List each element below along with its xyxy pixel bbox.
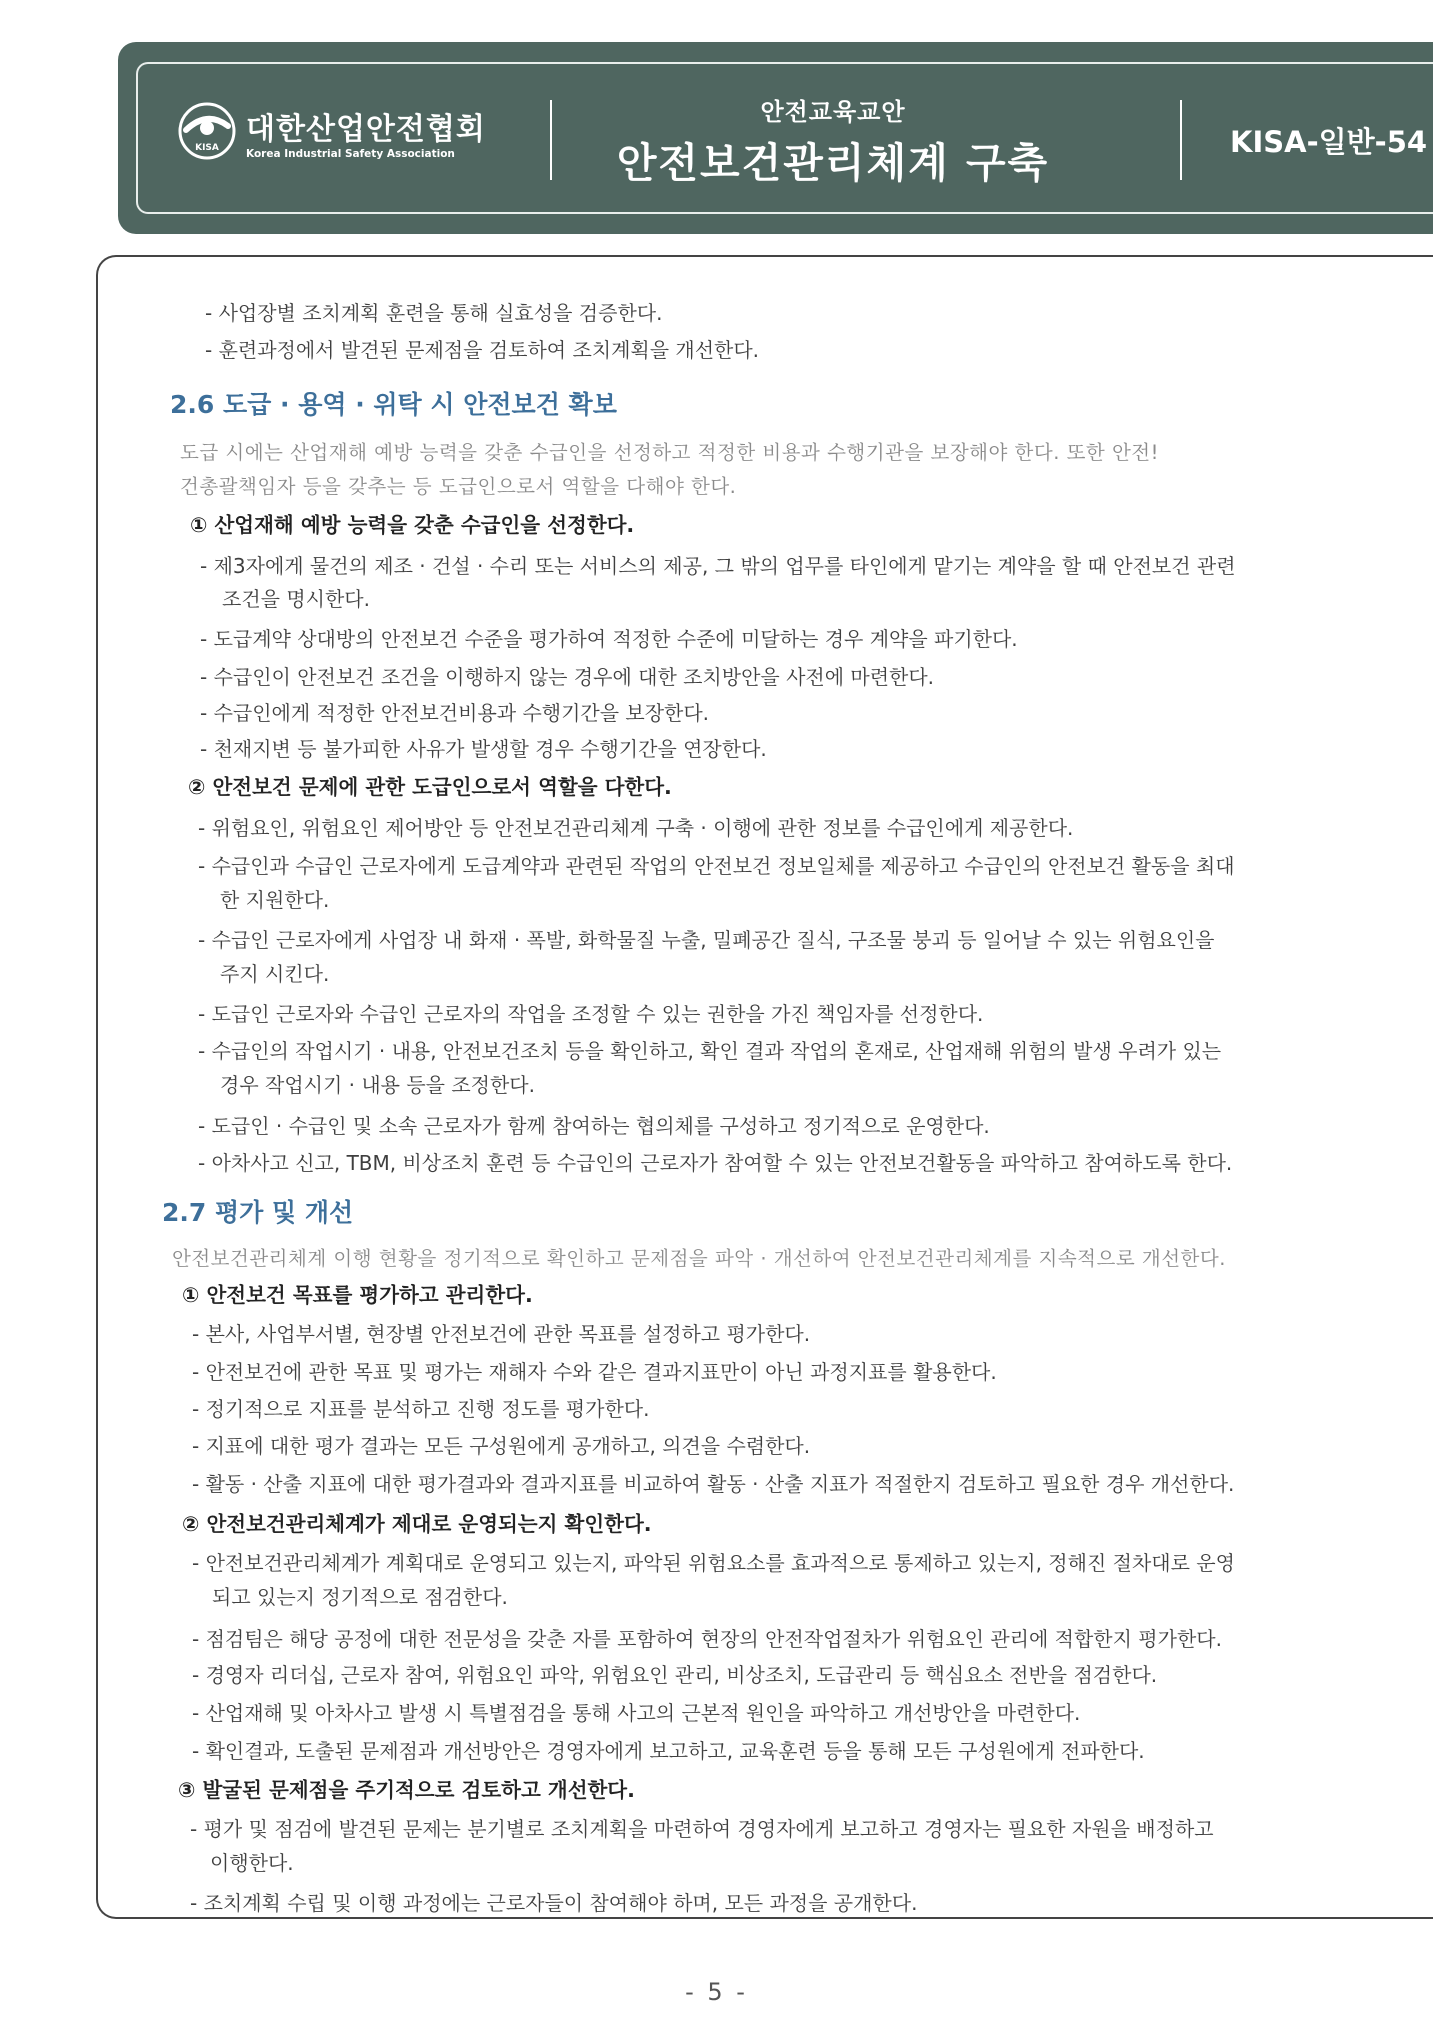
bullet-line: - 확인결과, 도출된 문제점과 개선방안은 경영자에게 보고하고, 교육훈련 등을 통해 모든 구성원에게 전파한다.: [192, 1739, 1145, 1763]
subheading: ② 안전보건 문제에 관한 도급인으로서 역할을 다한다.: [188, 775, 672, 799]
document-title: 안전보건관리체계 구축: [616, 139, 1050, 187]
page-number: - 5 -: [685, 1978, 748, 2006]
section-heading-2-6: 2.6 도급 · 용역 · 위탁 시 안전보건 확보: [170, 390, 617, 419]
subheading: ② 안전보건관리체계가 제대로 운영되는지 확인한다.: [182, 1512, 652, 1536]
bullet-line: - 정기적으로 지표를 분석하고 진행 정도를 평가한다.: [192, 1397, 650, 1421]
bullet-line: - 수급인이 안전보건 조건을 이행하지 않는 경우에 대한 조치방안을 사전에 마련한다.: [200, 665, 935, 689]
bullet-line: - 산업재해 및 아차사고 발생 시 특별점검을 통해 사고의 근본적 원인을 파악하고 개선방안을 마련한다.: [192, 1701, 1081, 1725]
document-code: KISA-일반-54: [1230, 125, 1428, 159]
section-heading-2-7: 2.7 평가 및 개선: [162, 1198, 354, 1227]
bullet-line: - 수급인에게 적정한 안전보건비용과 수행기간을 보장한다.: [200, 701, 710, 725]
bullet-line: - 도급인 · 수급인 및 소속 근로자가 함께 참여하는 협의체를 구성하고 정기적으로 운영한다.: [198, 1114, 990, 1138]
org-name-english: Korea Industrial Safety Association: [246, 148, 455, 160]
bullet-line: - 사업장별 조치계획 훈련을 통해 실효성을 검증한다.: [205, 301, 663, 325]
bullet-continuation: 경우 작업시기 · 내용 등을 조정한다.: [220, 1073, 535, 1097]
header-divider-left: [550, 100, 552, 180]
section-intro: 건총괄책임자 등을 갖추는 등 도급인으로서 역할을 다해야 한다.: [180, 475, 737, 498]
bullet-line: - 지표에 대한 평가 결과는 모든 구성원에게 공개하고, 의견을 수렴한다.: [192, 1434, 811, 1458]
bullet-continuation: 되고 있는지 정기적으로 점검한다.: [212, 1585, 508, 1609]
bullet-line: - 제3자에게 물건의 제조 · 건설 · 수리 또는 서비스의 제공, 그 밖의 업무를 타인에게 맡기는 계약을 할 때 안전보건 관련: [200, 554, 1236, 578]
bullet-line: - 훈련과정에서 발견된 문제점을 검토하여 조치계획을 개선한다.: [205, 338, 760, 362]
section-intro: 도급 시에는 산업재해 예방 능력을 갖춘 수급인을 선정하고 적정한 비용과 수행기관을 보장해야 한다. 또한 안전!: [180, 441, 1159, 464]
bullet-line: - 조치계획 수립 및 이행 과정에는 근로자들이 참여해야 하며, 모든 과정을 공개한다.: [190, 1891, 918, 1915]
bullet-line: - 점검팀은 해당 공정에 대한 전문성을 갖춘 자를 포함하여 현장의 안전작업절차가 위험요인 관리에 적합한지 평가한다.: [192, 1627, 1222, 1651]
kisa-logo-icon: [176, 100, 238, 162]
bullet-line: - 도급계약 상대방의 안전보건 수준을 평가하여 적정한 수준에 미달하는 경우 계약을 파기한다.: [200, 627, 1018, 651]
bullet-line: - 아차사고 신고, TBM, 비상조치 훈련 등 수급인의 근로자가 참여할 수 있는 안전보건활동을 파악하고 참여하도록 한다.: [198, 1151, 1233, 1175]
document-subtitle: 안전교육교안: [760, 98, 906, 126]
header-frame: [136, 62, 1433, 214]
section-intro: 안전보건관리체계 이행 현황을 정기적으로 확인하고 문제점을 파악 · 개선하여 안전보건관리체계를 지속적으로 개선한다.: [172, 1247, 1226, 1270]
bullet-line: - 안전보건관리체계가 계획대로 운영되고 있는지, 파악된 위험요소를 효과적으로 통제하고 있는지, 정해진 절차대로 운영: [192, 1551, 1235, 1575]
bullet-line: - 활동 · 산출 지표에 대한 평가결과와 결과지표를 비교하여 활동 · 산출 지표가 적절한지 검토하고 필요한 경우 개선한다.: [192, 1472, 1235, 1496]
bullet-continuation: 조건을 명시한다.: [222, 587, 370, 611]
bullet-line: - 평가 및 점검에 발견된 문제는 분기별로 조치계획을 마련하여 경영자에게 보고하고 경영자는 필요한 자원을 배정하고: [190, 1817, 1214, 1841]
bullet-line: - 수급인과 수급인 근로자에게 도급계약과 관련된 작업의 안전보건 정보일체를 제공하고 수급인의 안전보건 활동을 최대: [198, 854, 1235, 878]
svg-text:KISA: KISA: [195, 143, 219, 153]
document-header: [118, 42, 1433, 234]
subheading: ① 산업재해 예방 능력을 갖춘 수급인을 선정한다.: [190, 513, 635, 537]
bullet-line: - 수급인의 작업시기 · 내용, 안전보건조치 등을 확인하고, 확인 결과 작업의 혼재로, 산업재해 위험의 발생 우려가 있는: [198, 1039, 1222, 1063]
bullet-line: - 도급인 근로자와 수급인 근로자의 작업을 조정할 수 있는 권한을 가진 책임자를 선정한다.: [198, 1002, 984, 1026]
bullet-line: - 수급인 근로자에게 사업장 내 화재 · 폭발, 화학물질 누출, 밀폐공간 질식, 구조물 붕괴 등 일어날 수 있는 위험요인을: [198, 928, 1215, 952]
bullet-line: - 경영자 리더십, 근로자 참여, 위험요인 파악, 위험요인 관리, 비상조치, 도급관리 등 핵심요소 전반을 점검한다.: [192, 1663, 1158, 1687]
bullet-line: - 천재지변 등 불가피한 사유가 발생할 경우 수행기간을 연장한다.: [200, 737, 767, 761]
subheading: ③ 발굴된 문제점을 주기적으로 검토하고 개선한다.: [178, 1778, 635, 1802]
org-name-korean: 대한산업안전협회: [246, 112, 486, 147]
bullet-continuation: 한 지원한다.: [220, 888, 330, 912]
bullet-continuation: 주지 시킨다.: [220, 962, 330, 986]
subheading: ① 안전보건 목표를 평가하고 관리한다.: [182, 1283, 533, 1307]
bullet-line: - 안전보건에 관한 목표 및 평가는 재해자 수와 같은 결과지표만이 아닌 과정지표를 활용한다.: [192, 1360, 997, 1384]
bullet-line: - 본사, 사업부서별, 현장별 안전보건에 관한 목표를 설정하고 평가한다.: [192, 1322, 811, 1346]
header-divider-right: [1180, 100, 1182, 180]
bullet-line: - 위험요인, 위험요인 제어방안 등 안전보건관리체계 구축 · 이행에 관한 정보를 수급인에게 제공한다.: [198, 816, 1074, 840]
bullet-continuation: 이행한다.: [210, 1851, 294, 1875]
